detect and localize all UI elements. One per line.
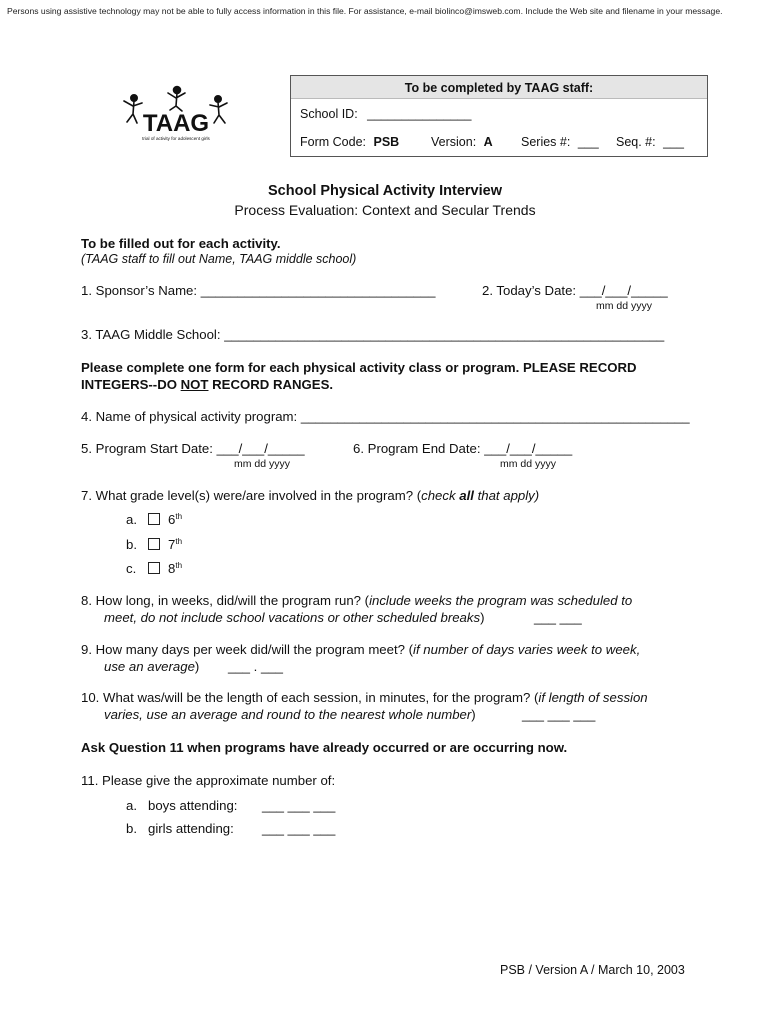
- q10-length-line2: [104, 707, 476, 722]
- program-name-field[interactable]: _____________________________________________________: [300, 409, 690, 424]
- form-code-value: PSB: [373, 135, 400, 149]
- q2-todays-date: [482, 283, 668, 298]
- grade-option-8: [126, 561, 182, 576]
- q6-label: 6. Program End Date:: [353, 441, 485, 456]
- q1-sponsor-name: [81, 283, 435, 298]
- days-per-week-field[interactable]: ___ . ___: [228, 659, 283, 674]
- staff-box-header: To be completed by TAAG staff:: [291, 76, 707, 99]
- q11-letter: b.: [126, 821, 137, 836]
- session-length-field[interactable]: ___ ___ ___: [522, 707, 596, 722]
- q5-start-date: [81, 441, 305, 456]
- q2-date-hint: mm dd yyyy: [596, 300, 653, 312]
- weeks-field[interactable]: ___ ___: [534, 610, 582, 625]
- end-date-field[interactable]: ___/___/_____: [484, 441, 573, 456]
- seq-label: Seq. #:: [616, 135, 656, 149]
- q9-days-line1: [81, 642, 640, 657]
- q10-close: ): [471, 707, 476, 722]
- series-label: Series #:: [521, 135, 571, 149]
- grade-option-suffix: th: [175, 561, 183, 570]
- q7-grade-levels: [81, 488, 539, 503]
- boys-attending-field[interactable]: ___ ___ ___: [262, 798, 336, 813]
- grade-7-checkbox[interactable]: [148, 538, 160, 550]
- series-field[interactable]: ___: [577, 135, 599, 149]
- middle-school-field[interactable]: ____________________________________________________________: [224, 327, 665, 342]
- logo-tagline: trial of activity for adolescent girls: [142, 136, 210, 141]
- q1-label: 1. Sponsor’s Name:: [81, 283, 201, 298]
- q3-middle-school: [81, 327, 664, 342]
- q9-hint-line1: if number of days varies week to week,: [413, 642, 641, 657]
- q8-hint-line1: include weeks the program was scheduled to: [369, 593, 633, 608]
- record-note-line1: Please complete one form for each physical activity class or program. PLEASE RECORD: [81, 360, 637, 375]
- version-group: [431, 135, 493, 149]
- page-title: School Physical Activity Interview: [268, 183, 502, 199]
- q8-weeks-line1: [81, 593, 632, 608]
- q7-tail-text: that apply): [473, 488, 540, 503]
- record-note-line2: [81, 377, 333, 392]
- grade-option-letter: a.: [126, 512, 137, 528]
- logo-text: TAAG: [142, 110, 210, 137]
- version-value: A: [483, 135, 493, 149]
- q7-label: 7. What grade level(s) were/are involved in the program? (: [81, 488, 422, 503]
- q10-length-line1: [81, 690, 648, 705]
- q4-label: 4. Name of physical activity program:: [81, 409, 301, 424]
- school-id-label: School ID:: [300, 107, 358, 121]
- q7-all-text: all: [459, 488, 474, 503]
- grade-option-number: 8: [168, 561, 176, 577]
- q11-note: Ask Question 11 when programs have already occurred or are occurring now.: [81, 740, 568, 755]
- q8-label: 8. How long, in weeks, did/will the program run? (: [81, 593, 370, 608]
- grade-6-checkbox[interactable]: [148, 513, 160, 525]
- page-footer: PSB / Version A / March 10, 2003: [500, 963, 685, 977]
- q7-check-text: check: [421, 488, 460, 503]
- school-id-field[interactable]: _______________: [367, 107, 472, 121]
- sponsor-name-field[interactable]: ________________________________: [200, 283, 436, 298]
- q10-hint-line1: if length of session: [538, 690, 648, 705]
- accessibility-note: Persons using assistive technology may not be able to fully access information in this file. For assistance, e-mail biolinco@imsweb.com. Include the Web site and filename in your message.: [7, 6, 723, 16]
- series-group: [521, 135, 599, 149]
- q3-label: 3. TAAG Middle School:: [81, 327, 225, 342]
- grade-option-suffix: th: [175, 512, 183, 521]
- q10-label: 10. What was/will be the length of each session, in minutes, for the program? (: [81, 690, 539, 705]
- q9-days-line2: [104, 659, 199, 674]
- boys-attending-row: [126, 798, 237, 813]
- instructions-heading: To be filled out for each activity.: [81, 236, 281, 251]
- grade-option-letter: c.: [126, 561, 137, 577]
- grade-option-number: 7: [168, 537, 176, 553]
- todays-date-field[interactable]: ___/___/_____: [579, 283, 668, 298]
- start-date-field[interactable]: ___/___/_____: [216, 441, 305, 456]
- seq-group: [616, 135, 684, 149]
- q6-end-date: [353, 441, 572, 456]
- staff-box: [290, 75, 708, 157]
- instructions-note: (TAAG staff to fill out Name, TAAG middle school): [81, 252, 357, 266]
- form-code-row: [300, 135, 700, 149]
- q8-hint-line2: meet, do not include school vacations or other scheduled breaks: [104, 610, 481, 625]
- q5-label: 5. Program Start Date:: [81, 441, 217, 456]
- grade-option-6: [126, 512, 182, 527]
- q11-label: 11. Please give the approximate number of:: [81, 773, 336, 788]
- q9-close: ): [194, 659, 200, 674]
- girls-attending-row: [126, 821, 234, 836]
- school-id-row: [300, 107, 471, 121]
- q6-date-hint: mm dd yyyy: [500, 458, 557, 470]
- seq-field[interactable]: ___: [663, 135, 684, 149]
- record-note-post: RECORD RANGES.: [208, 377, 334, 392]
- q10-hint-line2: varies, use an average and round to the nearest whole number: [104, 707, 472, 722]
- grade-option-suffix: th: [175, 537, 183, 546]
- q11-letter: a.: [126, 798, 137, 813]
- boys-attending-label: boys attending:: [148, 798, 238, 813]
- grade-option-number: 6: [168, 512, 176, 528]
- record-note-pre: INTEGERS--DO: [81, 377, 181, 392]
- grade-option-letter: b.: [126, 537, 137, 553]
- page-subtitle: Process Evaluation: Context and Secular Trends: [234, 202, 536, 218]
- q4-program-name: [81, 409, 690, 424]
- q9-hint-line2: use an average: [104, 659, 195, 674]
- form-code-label: Form Code:: [300, 135, 366, 149]
- q8-weeks-line2: [104, 610, 484, 625]
- q8-close: ): [480, 610, 485, 625]
- girls-attending-label: girls attending:: [148, 821, 234, 836]
- grade-8-checkbox[interactable]: [148, 562, 160, 574]
- q9-label: 9. How many days per week did/will the program meet? (: [81, 642, 414, 657]
- taag-logo: [118, 84, 236, 146]
- q2-label: 2. Today’s Date:: [482, 283, 580, 298]
- q5-date-hint: mm dd yyyy: [234, 458, 291, 470]
- version-label: Version:: [431, 135, 477, 149]
- girls-attending-field[interactable]: ___ ___ ___: [262, 821, 336, 836]
- grade-option-7: [126, 537, 182, 552]
- record-note-not: NOT: [180, 377, 209, 392]
